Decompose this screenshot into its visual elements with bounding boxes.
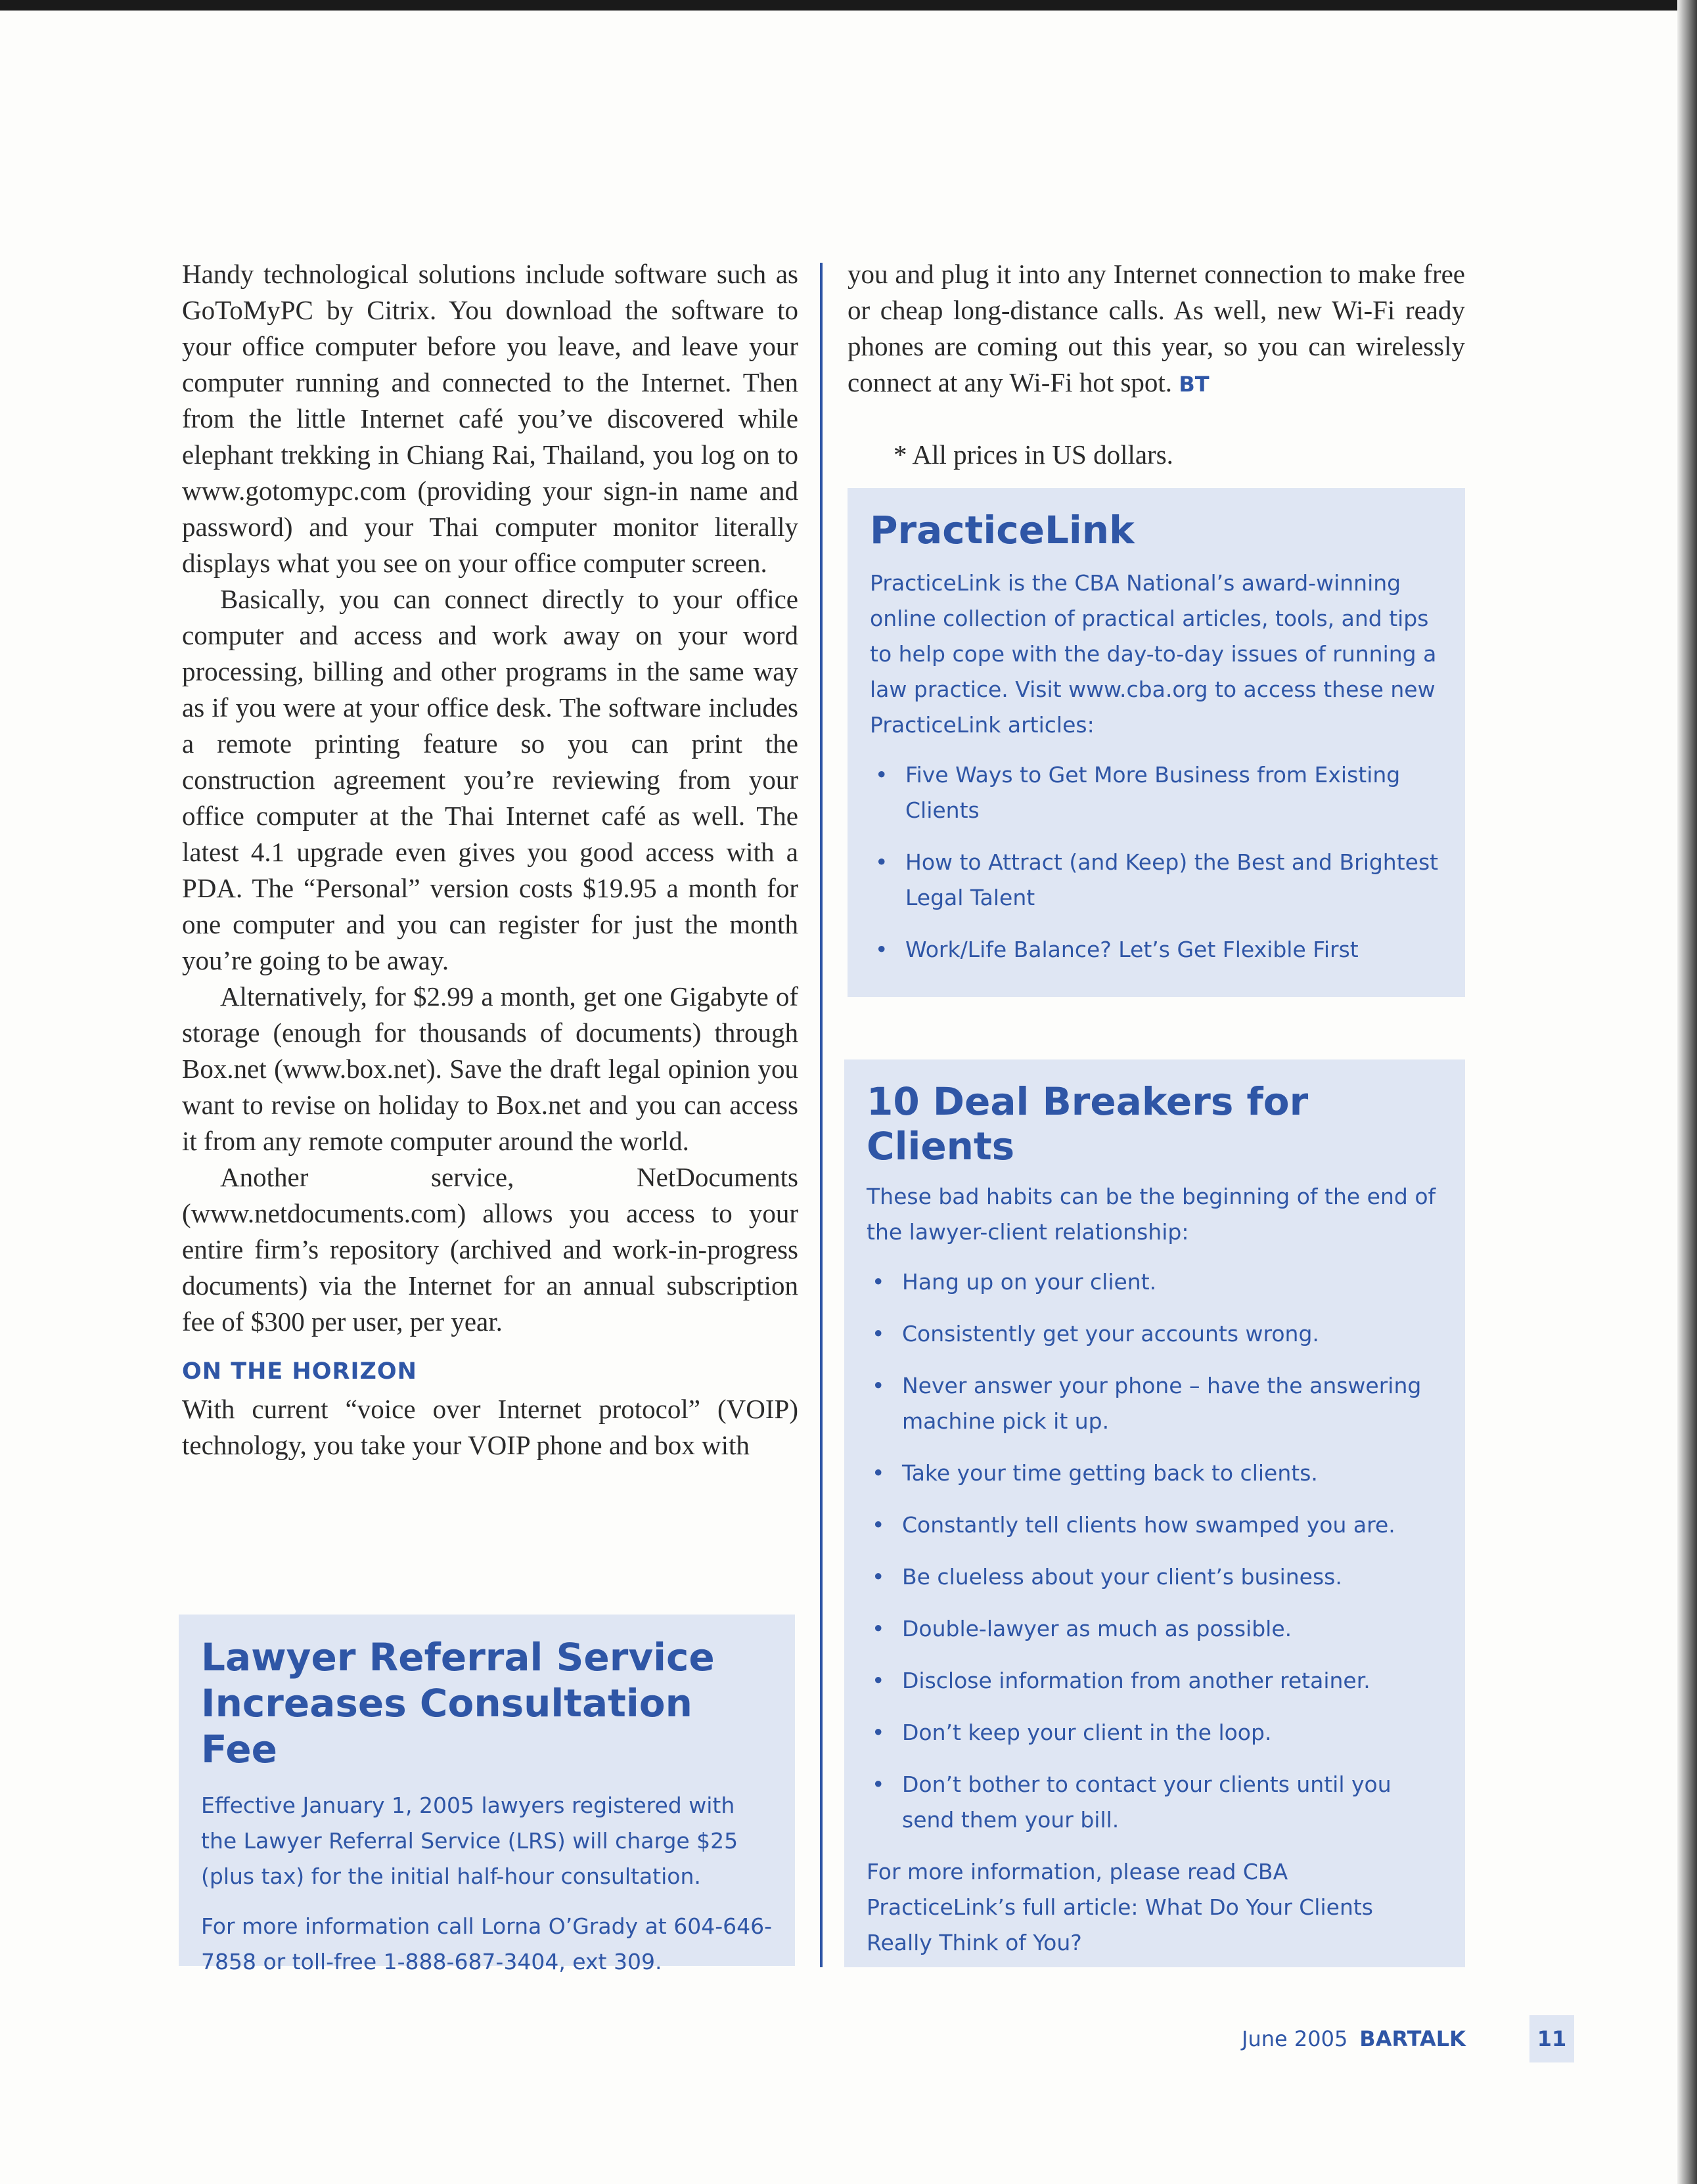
- publication-name: BARTALK: [1359, 2026, 1466, 2051]
- practicelink-box: [848, 488, 1465, 997]
- list-item: • Take your time getting back to clients.: [867, 1456, 1443, 1491]
- practicelink-list: [870, 757, 1443, 968]
- practicelink-intro: PracticeLink is the CBA National’s award-winning online collection of practical articles, tools, and tips to help cope with the day-to-day issues of running a law practice. Visit www.cba.org to access these new PracticeLink articles:: [870, 570, 1437, 738]
- end-mark: BT: [1179, 372, 1210, 397]
- body-paragraph: Basically, you can connect directly to your office computer and access and work away on your word processing, billing and other programs in the same way as if you were at your office desk. The software includes a remote printing feature so you can print the construction agreement you’re reviewing from your office computer at the Thai Internet café as well. The latest 4.1 upgrade even gives you good access with a PDA. The “Personal” version costs $19.95 a month for one computer and you can register for just the month you’re going to be away.: [182, 584, 798, 975]
- list-item: • Don’t bother to contact your clients until you send them your bill.: [867, 1767, 1443, 1838]
- continued-paragraph: [848, 256, 1465, 403]
- list-item: • Don’t keep your client in the loop.: [867, 1715, 1443, 1750]
- list-item: • Double-lawyer as much as possible.: [867, 1611, 1443, 1647]
- deal-breakers-title: 10 Deal Breakers for Clients: [867, 1079, 1309, 1169]
- column-divider: [820, 263, 823, 1967]
- list-item: • Consistently get your accounts wrong.: [867, 1316, 1443, 1352]
- list-item: • Be clueless about your client’s business.: [867, 1559, 1443, 1595]
- right-column: [848, 256, 1465, 470]
- page-footer: [1242, 2026, 1466, 2051]
- list-item: • Constantly tell clients how swamped you are.: [867, 1507, 1443, 1543]
- list-item: • Disclose information from another retainer.: [867, 1663, 1443, 1699]
- referral-title-line2: Increases Consultation Fee: [201, 1681, 692, 1772]
- body-paragraph: Another service, NetDocuments (www.netdocuments.com) allows you access to your entire firm’s repository (archived and work-in-progress documents) via the Internet for an annual subscription fee of $300 per user, per year.: [182, 1162, 798, 1337]
- deal-breakers-intro: These bad habits can be the beginning of the end of the lawyer-client relationship:: [867, 1184, 1436, 1245]
- right-page-edge: [1677, 0, 1697, 2184]
- referral-contact: For more information call Lorna O’Grady at 604-646-7858 or toll-free 1-888-687-3404, ext 309.: [201, 1913, 773, 1974]
- price-note: * All prices in US dollars.: [894, 439, 1173, 470]
- deal-breakers-list: [867, 1264, 1443, 1838]
- deal-breakers-box: [844, 1059, 1465, 1967]
- footer-date: June 2005: [1242, 2026, 1348, 2051]
- referral-box: [179, 1615, 795, 1974]
- list-item: • Never answer your phone – have the answering machine pick it up.: [867, 1368, 1443, 1439]
- list-item: • Hang up on your client.: [867, 1264, 1443, 1300]
- body-paragraph: Handy technological solutions include software such as GoToMyPC by Citrix. You download the software to your office computer before you leave, and leave your computer running and connected to the Internet. Then from the little Internet café you’ve discovered while elephant trekking in Chiang Rai, Thailand, you log on to www.gotomypc.com (providing your sign-in name and password) and your Thai computer monitor literally displays what you see on your office computer screen.: [182, 259, 798, 578]
- deal-breakers-footer: For more information, please read CBA PracticeLink’s full article: What Do Your Clients Really Think of You?: [867, 1859, 1373, 1955]
- page-number: 11: [1529, 2015, 1574, 2062]
- referral-title: [201, 1634, 773, 1772]
- list-item: • How to Attract (and Keep) the Best and Brightest Legal Talent: [870, 845, 1443, 916]
- body-paragraph: Alternatively, for $2.99 a month, get one Gigabyte of storage (enough for thousands of documents) through Box.net (www.box.net). Save the draft legal opinion you want to revise on holiday to Box.net and you can access it from any remote computer around the world.: [182, 981, 798, 1156]
- left-column: [182, 256, 798, 1463]
- referral-paragraph: Effective January 1, 2005 lawyers registered with the Lawyer Referral Service (LRS) will charge $25 (plus tax) for the initial half-hour consultation.: [201, 1793, 738, 1889]
- list-item: • Five Ways to Get More Business from Existing Clients: [870, 757, 1443, 828]
- referral-title-line1: Lawyer Referral Service: [201, 1635, 715, 1680]
- continued-text: you and plug it into any Internet connection to make free or cheap long-distance calls. As well, new Wi-Fi ready phones are coming out this year, so you can wirelessly connect at any Wi-Fi hot spot.: [848, 259, 1465, 397]
- top-scan-edge: [0, 0, 1697, 11]
- list-item: • Work/Life Balance? Let’s Get Flexible First: [870, 932, 1443, 968]
- practicelink-title: PracticeLink: [870, 508, 1135, 552]
- horizon-heading: ON THE HORIZON: [182, 1358, 417, 1385]
- horizon-paragraph: With current “voice over Internet protocol” (VOIP) technology, you take your VOIP phone and box with: [182, 1394, 798, 1460]
